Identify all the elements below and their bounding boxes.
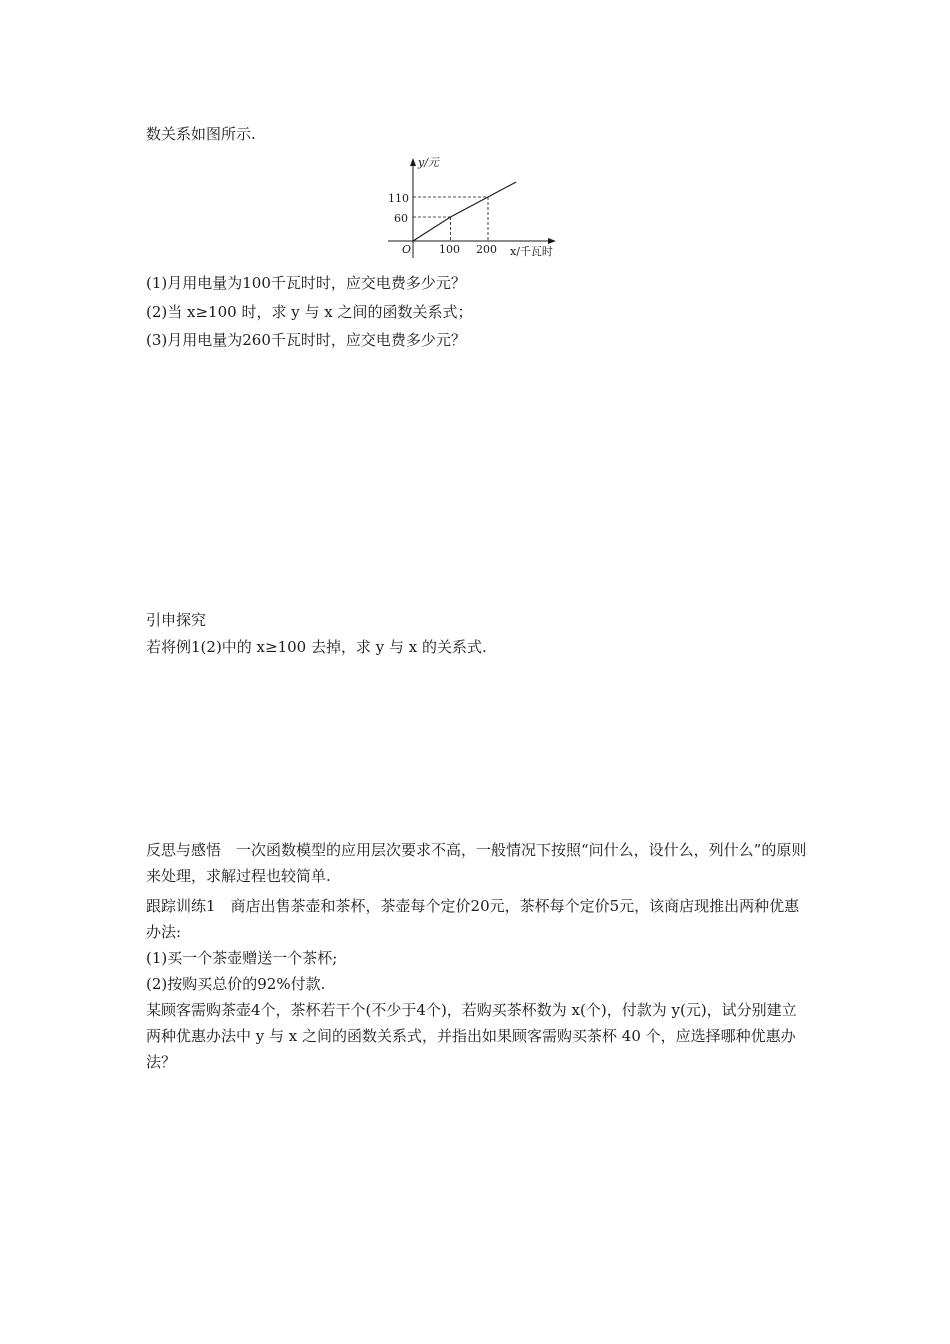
practice-option-2: (2)按购买总价的92%付款. bbox=[146, 975, 326, 993]
practice-option-1: (1)买一个茶壶赠送一个茶杯; bbox=[146, 949, 338, 967]
intro-text: 数关系如图所示. bbox=[146, 125, 256, 143]
reflection-text: 反思与感悟 一次函数模型的应用层次要求不高，一般情况下按照“问什么，设什么，列什么”的原则来处理，求解过程也较简单. bbox=[146, 841, 807, 885]
y-axis-label: y/元 bbox=[418, 156, 439, 169]
question-3: (3)月用电量为260千瓦时时，应交电费多少元？ bbox=[146, 331, 466, 349]
origin-label: O bbox=[402, 243, 412, 256]
practice-intro: 跟踪训练1 商店出售茶壶和茶杯，茶壶每个定价20元，茶杯每个定价5元，该商店现推出两种优惠办法: bbox=[146, 897, 800, 941]
function-graph bbox=[380, 152, 570, 262]
x-tick-200: 200 bbox=[476, 243, 497, 256]
question-1: (1)月用电量为100千瓦时时，应交电费多少元？ bbox=[146, 274, 466, 292]
x-axis-label: x/千瓦时 bbox=[510, 245, 553, 258]
y-axis-arrow bbox=[410, 158, 416, 166]
x-axis-arrow bbox=[548, 238, 556, 244]
y-tick-110: 110 bbox=[388, 192, 409, 205]
practice-block bbox=[146, 893, 808, 1075]
reflection-block bbox=[146, 837, 808, 889]
extension-heading: 引申探究 bbox=[146, 611, 207, 629]
practice-problem: 某顾客需购茶壶4个，茶杯若干个(不少于4个)，若购买茶杯数为 x(个)，付款为 y(元)，试分别建立两种优惠办法中 y 与 x 之间的函数关系式，并指出如果顾客需购买茶杯 40 个，应选择哪种优惠办法？ bbox=[146, 1001, 797, 1071]
function-line bbox=[413, 182, 516, 241]
x-tick-100: 100 bbox=[439, 243, 460, 256]
y-tick-60: 60 bbox=[394, 212, 408, 225]
extension-text: 若将例1(2)中的 x≥100 去掉，求 y 与 x 的关系式. bbox=[146, 638, 487, 656]
question-2: (2)当 x≥100 时，求 y 与 x 之间的函数关系式； bbox=[146, 303, 473, 321]
